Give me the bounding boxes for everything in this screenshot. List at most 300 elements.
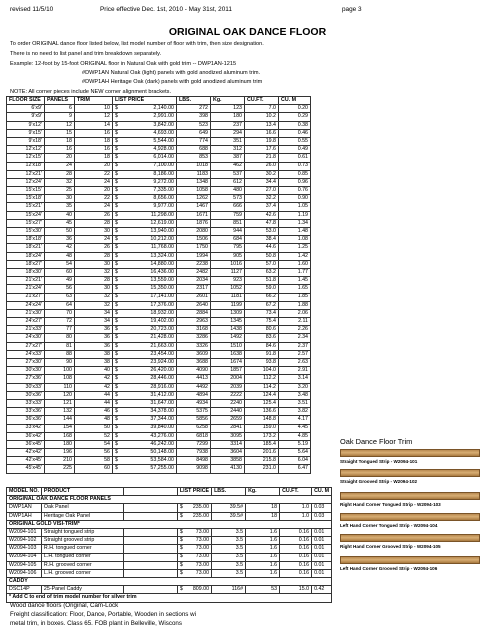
table-cell: 132 (45, 408, 75, 416)
list-price: 14,880.00 (150, 260, 174, 267)
table-cell: 173.2 (245, 432, 279, 440)
column-header: CU.FT. (280, 488, 312, 496)
list-price: 28,916.00 (150, 383, 174, 390)
table-cell: 3.48 (279, 391, 311, 399)
table-cell: 3326 (177, 342, 211, 350)
table-row (7, 277, 311, 285)
table-cell: 1199 (211, 301, 245, 309)
table-cell: 774 (177, 137, 211, 145)
table-cell: 3.5 (212, 561, 246, 569)
list-price: 53,584.00 (150, 457, 174, 464)
table-cell: 272 (177, 105, 211, 113)
list-price-cell (113, 432, 177, 440)
table-row (7, 219, 311, 227)
table-row (7, 211, 311, 219)
table-cell: 2.06 (279, 309, 311, 317)
table-cell: 3095 (211, 432, 245, 440)
column-header: LIST PRICE (177, 488, 211, 496)
list-price-cell (113, 195, 177, 203)
list-price-cell (113, 350, 177, 358)
table-cell: 0.55 (279, 137, 311, 145)
table-row (7, 285, 311, 293)
table-cell: 50 (45, 228, 75, 236)
table-cell: 2.37 (279, 342, 311, 350)
list-price: 8,656.00 (153, 195, 174, 202)
table-cell: 1.34 (279, 219, 311, 227)
table-cell: 73.4 (245, 309, 279, 317)
list-price-cell (113, 375, 177, 383)
list-price-cell (113, 449, 177, 457)
table-cell: 215.8 (245, 457, 279, 465)
table-row (7, 504, 332, 512)
column-header: FLOOR SIZE (7, 97, 45, 105)
table-cell: 537 (211, 170, 245, 178)
table-cell: 0.03 (312, 504, 332, 512)
table-row (7, 383, 311, 391)
list-price-cell (113, 105, 177, 113)
table-cell: 18'x27' (7, 260, 45, 268)
list-price: 57,255.00 (150, 465, 174, 472)
table-cell: 1438 (211, 326, 245, 334)
table-cell: 684 (211, 236, 245, 244)
table-cell: 6 (45, 105, 75, 113)
table-cell: 18'x21' (7, 244, 45, 252)
trim-strip-image (340, 513, 480, 521)
table-cell: 42'x45' (7, 457, 45, 465)
table-cell: 7299 (177, 440, 211, 448)
table-cell: 12'x15' (7, 154, 45, 162)
list-price-cell (113, 359, 177, 367)
table-cell: 180 (45, 440, 75, 448)
list-price-cell (113, 416, 177, 424)
table-cell: 612 (211, 178, 245, 186)
table-cell: 0.38 (279, 121, 311, 129)
currency-symbol: $ (115, 457, 118, 464)
list-price-cell (177, 504, 211, 512)
table-cell: 53.0 (245, 228, 279, 236)
table-cell: 83.6 (245, 334, 279, 342)
list-price: 9,272.00 (153, 178, 174, 185)
table-row (7, 187, 311, 195)
column-header: Kg. (246, 488, 280, 496)
table-cell: 5375 (177, 408, 211, 416)
table-header-row (7, 97, 311, 105)
list-price-cell (113, 268, 177, 276)
table-row (7, 228, 311, 236)
table-cell: 18 (246, 512, 280, 520)
table-cell: 50.8 (245, 252, 279, 260)
currency-symbol: $ (115, 195, 118, 202)
trim-strip (340, 449, 480, 464)
table-cell (123, 569, 177, 577)
table-cell: 90 (45, 359, 75, 367)
table-cell: 39.5# (212, 504, 246, 512)
table-cell: 7938 (177, 449, 211, 457)
table-cell: Oak Panel (41, 504, 123, 512)
currency-symbol: $ (115, 170, 118, 177)
list-price: 13,559.00 (150, 277, 174, 284)
list-price-cell (113, 367, 177, 375)
table-cell: 1857 (211, 367, 245, 375)
table-cell: 26 (75, 244, 113, 252)
table-cell: 12'x24' (7, 178, 45, 186)
table-cell: 33'x33' (7, 399, 45, 407)
trim-title: Oak Dance Floor Trim (340, 437, 413, 446)
list-price-cell (113, 318, 177, 326)
list-price: 20,723.00 (150, 326, 174, 333)
currency-symbol: $ (115, 219, 118, 226)
table-row (7, 195, 311, 203)
table-row (7, 178, 311, 186)
list-price: 16,436.00 (150, 268, 174, 275)
trim-strip-label: Right Hand Corner Grooved Strip - W2094-105 (340, 543, 441, 549)
table-cell: 1.05 (279, 203, 311, 211)
table-cell: 196 (45, 449, 75, 457)
table-cell: 45'x45' (7, 465, 45, 473)
table-cell: 30 (75, 228, 113, 236)
list-price: 235.00 (192, 512, 210, 519)
table-cell: 2004 (211, 375, 245, 383)
table-cell: 1.45 (279, 277, 311, 285)
list-price-cell (113, 440, 177, 448)
table-cell: W2094-102 (7, 537, 42, 545)
table-cell: 42 (75, 375, 113, 383)
table-cell: 44 (75, 399, 113, 407)
table-cell: 84.6 (245, 342, 279, 350)
table-cell: 2884 (177, 309, 211, 317)
table-cell: 27'x30' (7, 359, 45, 367)
table-cell: 0.01 (312, 537, 332, 545)
table-cell: 0.01 (312, 553, 332, 561)
currency-symbol: $ (115, 449, 118, 455)
table-cell: 1.0 (280, 512, 312, 520)
table-cell: 25-Panel Caddy (41, 586, 123, 594)
table-cell: 1.6 (246, 528, 280, 536)
table-cell: 10.2 (245, 113, 279, 121)
table-cell: 1016 (211, 260, 245, 268)
table-cell: 3688 (177, 359, 211, 367)
list-price: 3,842.00 (153, 121, 174, 128)
list-price: 73.00 (195, 561, 210, 568)
table-cell: 480 (211, 187, 245, 195)
page-title: ORIGINAL OAK DANCE FLOOR (168, 26, 327, 38)
table-cell: 1.85 (279, 293, 311, 301)
table-cell: 39.5# (212, 512, 246, 520)
table-cell: 2640 (177, 301, 211, 309)
currency-symbol: $ (115, 252, 118, 259)
table-cell: 24 (75, 178, 113, 186)
table-cell: 38 (75, 359, 113, 367)
table-cell: 0.61 (279, 154, 311, 162)
table-cell (123, 512, 177, 520)
table-cell: Straight grooved strip (41, 537, 123, 545)
list-price-cell (113, 326, 177, 334)
table-cell: 1876 (177, 219, 211, 227)
table-row (7, 465, 311, 473)
currency-symbol: $ (179, 537, 183, 544)
table-cell: 6.47 (279, 465, 311, 473)
column-header (123, 488, 177, 496)
table-cell: 2039 (211, 383, 245, 391)
currency-symbol: $ (115, 137, 118, 144)
currency-symbol: $ (115, 121, 118, 128)
table-cell: 0.20 (279, 105, 311, 113)
table-cell: 462 (211, 162, 245, 170)
table-cell: 58 (75, 457, 113, 465)
table-cell: 12'x12' (7, 146, 45, 154)
table-cell: 4.85 (279, 432, 311, 440)
list-price: 73.00 (195, 528, 210, 535)
list-price: 73.00 (195, 553, 210, 560)
table-row (7, 105, 311, 113)
table-cell: 80 (45, 334, 75, 342)
currency-symbol: $ (115, 236, 118, 243)
table-cell: 0.42 (312, 586, 332, 594)
table-cell: 2240 (211, 399, 245, 407)
currency-symbol: $ (115, 350, 118, 357)
table-cell: 16 (75, 146, 113, 154)
table-cell: 0.16 (280, 528, 312, 536)
table-cell: 30 (75, 285, 113, 293)
table-cell: 32 (75, 293, 113, 301)
list-price: 2,991.00 (153, 113, 174, 120)
table-row (7, 537, 332, 545)
list-price-cell (113, 424, 177, 432)
list-price: 31,647.00 (150, 399, 174, 406)
currency-symbol: $ (115, 162, 118, 169)
list-price: 21,428.00 (150, 334, 174, 341)
table-cell: 32 (45, 178, 75, 186)
trim-strip (340, 492, 480, 507)
table-cell: 3609 (177, 350, 211, 358)
table-cell: DWP1AH (7, 512, 42, 520)
table-row (7, 528, 332, 536)
table-cell: 2317 (177, 285, 211, 293)
section-title-row (7, 496, 332, 504)
list-price: 23,454.00 (150, 350, 174, 357)
table-cell: 26.0 (245, 162, 279, 170)
currency-symbol: $ (115, 129, 118, 136)
table-cell: 0.16 (280, 561, 312, 569)
currency-symbol: $ (179, 553, 183, 560)
currency-symbol: $ (179, 569, 183, 576)
list-price-cell (113, 129, 177, 137)
table-cell: 54 (45, 260, 75, 268)
table-row (7, 553, 332, 561)
table-cell: 4934 (177, 399, 211, 407)
table-cell: 9'x18' (7, 137, 45, 145)
intro-line: NOTE: All corner pieces include NEW corner alignment brackets. (10, 89, 172, 95)
table-row (7, 244, 311, 252)
currency-symbol: $ (115, 367, 118, 374)
table-cell: 56 (75, 449, 113, 457)
list-price: 10,212.00 (150, 236, 174, 243)
table-cell: 853 (177, 154, 211, 162)
table-cell: 4.17 (279, 416, 311, 424)
table-cell: 9098 (177, 465, 211, 473)
table-cell: 27.0 (245, 187, 279, 195)
table-cell: 81 (45, 342, 75, 350)
table-row (7, 569, 332, 577)
table-cell: 2659 (211, 416, 245, 424)
table-cell: 3.82 (279, 408, 311, 416)
table-cell (123, 537, 177, 545)
table-cell: 120 (45, 391, 75, 399)
table-cell: 21.8 (245, 154, 279, 162)
list-price-cell (177, 545, 211, 553)
table-cell: 93.8 (245, 359, 279, 367)
list-price-cell (113, 293, 177, 301)
table-cell: R.H. grooved corner (41, 561, 123, 569)
table-cell: 18 (45, 137, 75, 145)
list-price-cell (177, 537, 211, 545)
list-price: 46,242.00 (150, 440, 174, 447)
table-row (7, 121, 311, 129)
currency-symbol: $ (115, 326, 118, 333)
table-row (7, 449, 311, 457)
table-cell: 45 (45, 219, 75, 227)
table-cell: 16 (75, 129, 113, 137)
table-cell: 1.0 (280, 504, 312, 512)
table-cell: 0.01 (312, 569, 332, 577)
table-cell: 1052 (211, 285, 245, 293)
table-cell: 2080 (177, 228, 211, 236)
currency-symbol: $ (115, 178, 118, 185)
table-cell: 46 (75, 408, 113, 416)
trim-strip-image (340, 449, 480, 457)
list-price: 37,344.00 (150, 416, 174, 423)
list-price-cell (177, 528, 211, 536)
list-price-cell (113, 154, 177, 162)
table-cell: 6.04 (279, 457, 311, 465)
floor-size-table (6, 96, 311, 474)
table-row (7, 512, 332, 520)
table-cell: 3858 (211, 457, 245, 465)
table-cell: 42 (45, 244, 75, 252)
table-cell: 18 (75, 154, 113, 162)
table-cell: 15.0 (280, 586, 312, 594)
table-cell: 30'x33' (7, 383, 45, 391)
table-row (7, 359, 311, 367)
section-title: ORIGINAL GOLD VISI-TRIM* (7, 520, 332, 528)
table-cell: 1506 (177, 236, 211, 244)
table-cell: 1674 (211, 359, 245, 367)
table-cell: 7.0 (245, 105, 279, 113)
table-cell: W2094-101 (7, 528, 42, 536)
currency-symbol: $ (115, 416, 118, 423)
table-cell: 1.42 (279, 252, 311, 260)
table-row (7, 129, 311, 137)
table-cell: 14 (75, 121, 113, 129)
table-cell: 35 (45, 203, 75, 211)
section-title-row (7, 578, 332, 586)
page-header (10, 6, 480, 16)
table-cell: 225 (45, 465, 75, 473)
table-cell: 231.0 (245, 465, 279, 473)
list-price-cell (177, 569, 211, 577)
table-cell: 116# (212, 586, 246, 594)
list-price: 11,298.00 (150, 211, 174, 218)
table-cell: 63.2 (245, 268, 279, 276)
table-row (7, 334, 311, 342)
table-cell: 47.8 (245, 219, 279, 227)
table-cell: 22 (75, 195, 113, 203)
list-price-cell (113, 260, 177, 268)
table-cell: 16.6 (245, 129, 279, 137)
table-cell: 2482 (177, 268, 211, 276)
list-price-cell (113, 408, 177, 416)
footer-line: Freight classification: Floor, Dance, Portable, Wooden in sections wi (10, 611, 196, 618)
currency-symbol: $ (115, 318, 118, 324)
list-price-cell (113, 170, 177, 178)
table-cell: 523 (177, 121, 211, 129)
table-cell: 60 (45, 268, 75, 276)
table-cell (123, 504, 177, 512)
table-cell: 1.08 (279, 236, 311, 244)
table-header-row (7, 488, 332, 496)
table-cell: 88 (45, 350, 75, 358)
table-cell: 905 (211, 252, 245, 260)
table-cell: DSC14P (7, 586, 42, 594)
table-cell: 18 (75, 137, 113, 145)
table-cell: 2440 (211, 408, 245, 416)
table-cell: 20 (75, 187, 113, 195)
table-row (7, 545, 332, 553)
table-cell: 210 (45, 457, 75, 465)
table-cell: 24 (45, 162, 75, 170)
table-cell: 2601 (177, 293, 211, 301)
table-cell: 104.0 (245, 367, 279, 375)
table-cell: 30 (45, 195, 75, 203)
table-cell: 2841 (211, 424, 245, 432)
table-cell: 30 (75, 260, 113, 268)
table-cell: 51.8 (245, 277, 279, 285)
trim-strip-label: Right Hand Corner Tongued Strip - W2094-103 (340, 501, 441, 507)
table-cell: 16 (45, 146, 75, 154)
currency-symbol: $ (115, 440, 118, 447)
list-price-cell (113, 219, 177, 227)
table-cell: 57.0 (245, 260, 279, 268)
table-cell: 21'x30' (7, 309, 45, 317)
table-row (7, 154, 311, 162)
table-cell: 15'x21' (7, 203, 45, 211)
table-cell: 2.11 (279, 318, 311, 326)
table-cell: 33'x42' (7, 424, 45, 432)
table-cell: 3.14 (279, 375, 311, 383)
footer-line: metal trim, in boxes. Class 65. FOB plant in Belleville, Wiscons (10, 620, 182, 627)
table-cell: 4090 (177, 367, 211, 375)
list-price: 19,402.00 (150, 318, 174, 324)
table-cell: 21'x21' (7, 277, 45, 285)
table-cell: 0.16 (280, 537, 312, 545)
list-price: 39,840.00 (150, 424, 174, 431)
table-cell: 52 (75, 432, 113, 440)
table-cell: 2.63 (279, 359, 311, 367)
table-cell: 18'x30' (7, 268, 45, 276)
currency-symbol: $ (115, 146, 118, 153)
table-cell: 0.85 (279, 170, 311, 178)
table-cell: 32 (75, 268, 113, 276)
table-cell: 294 (211, 129, 245, 137)
list-price: 73.00 (195, 545, 210, 552)
table-cell: 48 (75, 416, 113, 424)
table-cell (123, 528, 177, 536)
table-cell: 36'x36' (7, 416, 45, 424)
table-cell: 851 (211, 219, 245, 227)
table-cell: 125.4 (245, 399, 279, 407)
table-cell (123, 586, 177, 594)
table-cell: 1.60 (279, 260, 311, 268)
